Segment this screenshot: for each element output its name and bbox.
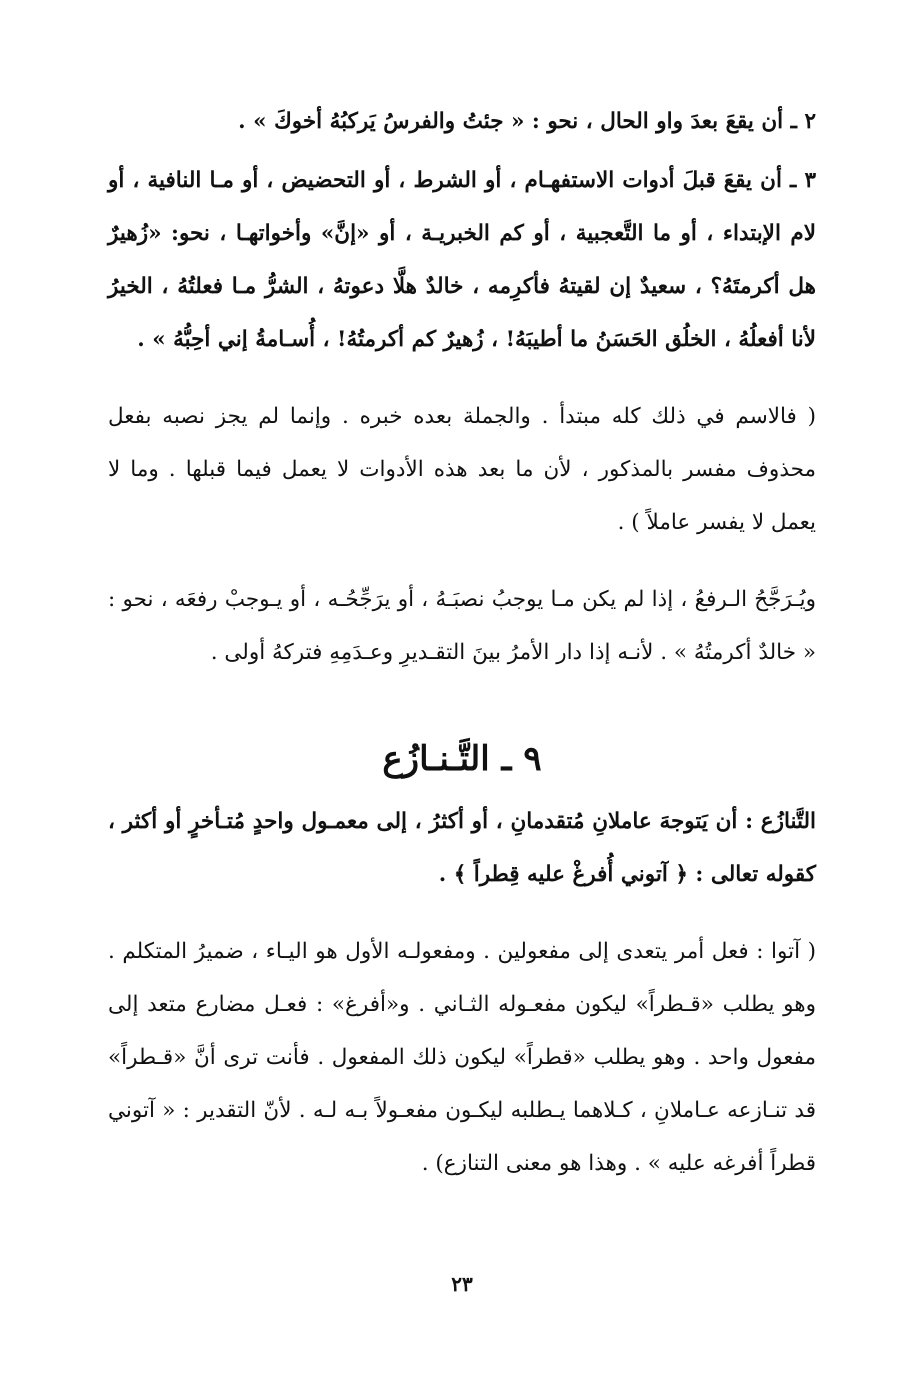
section-heading: ٩ ـ التَّـنـازُع xyxy=(382,739,542,779)
explanatory-note-1: ( فالاسم في ذلك كله مبتدأ . والجملة بعده خبره . وإنما لم يجز نصبه بفعل محذوف مفسر بالمذكور ، لأن ما بعد هذه الأدوات لا يعمل فيما قبلها . وما لا يعمل لا يفسر عاملاً ) . xyxy=(108,404,817,535)
document-page xyxy=(108,95,816,1341)
preference-paragraph: ويُـرَجَّحُ الـرفعُ ، إذا لم يكن مـا يوجبُ نصبَـهُ ، أو يرَجِّحُـه ، أو يـوجبْ رفعَه ، نحو : « خالدٌ أكرمتُهُ » . لأنـه إذا دار الأمرُ بينَ التقـديرِ وعـدَمِهِ فتركهُ أولى . xyxy=(108,587,816,665)
explanatory-note-2: ( آتوا : فعل أمر يتعدى إلى مفعولين . ومفعولـه الأول هو اليـاء ، ضميرُ المتكلم . وهو يطلب «قـطراً» ليكون مفعـوله الثـاني . و«أفرغ» : فعـل مضارع متعد إلى مفعول واحد . وهو يطلب «قطراً» ليكون ذلك المفعول . فأنت ترى أنَّ «قـطراً» قد تنـازعه عـاملانِ ، كـلاهما يـطلبه ليكـون مفعـولاً بـه لـه . لأنّ التقدير : « آتوني قطراً أفرغه عليه » . وهذا هو معنى التنازع) . xyxy=(108,939,816,1176)
definition-paragraph: التَّنازُع : أن يَتوجهَ عاملانِ مُتقدمانِ ، أو أكثرُ ، إلى معمـول واحدٍ مُتـأخرٍ أو أكثر ، كقوله تعالى : ﴿ آتوني أُفرغْ عليه قِطراً ﴾ . xyxy=(108,809,816,887)
page-number: ٢٣ xyxy=(451,1272,473,1296)
rule-item-2: ٢ ـ أن يقعَ بعدَ واو الحال ، نحو : « جئتُ والفرسُ يَركبُهُ أخوكَ » . xyxy=(238,109,816,134)
rule-item-3: ٣ ـ أن يقعَ قبلَ أدوات الاستفهـام ، أو الشرط ، أو التحضيض ، أو مـا النافية ، أو لام الإبتداء ، أو ما التَّعجبية ، أو كم الخبريـة ، أو «إنَّ» وأخواتهـا ، نحو: «زُهيرٌ هل أكرمتَهُ؟ ، سعيدٌ إن لقيتهُ فأكرِمه ، خالدٌ هلَّا دعوتهُ ، الشرُّ مـا فعلتُهُ ، الخيرُ لأنا أفعلُهُ ، الخلُق الحَسَنُ ما أطيبَهُ! ، زُهيرٌ كم أكرمتُهُ! ، أُسـامةُ إني أحِبُّهُ » . xyxy=(108,168,816,352)
